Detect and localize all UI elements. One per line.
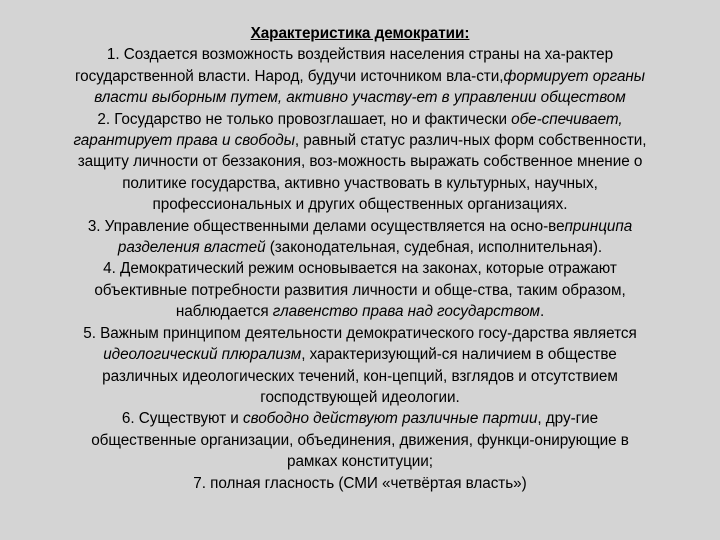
text-segment: , характеризующий-ся наличием в обществе: [301, 346, 617, 364]
text-line: [2, 344, 718, 365]
document-text: [2, 44, 718, 494]
emphasized-text: свободно действуют различные партии: [243, 410, 538, 428]
text-line: [2, 237, 718, 258]
text-segment: 5. Важным принципом деятельности демократического госу-дарства является: [83, 324, 637, 342]
text-line: [2, 408, 718, 429]
text-line: [2, 280, 718, 301]
text-line: [2, 194, 718, 215]
text-line: [2, 451, 718, 472]
text-segment: господствующей идеологии.: [260, 388, 460, 406]
emphasized-text: принципа: [564, 217, 633, 235]
text-line: [2, 366, 718, 387]
text-segment: 1. Создается возможность воздействия населения страны на ха-рактер: [106, 46, 614, 64]
text-line: [2, 301, 718, 322]
text-line: [2, 430, 718, 451]
text-segment: профессиональных и других общественных организациях.: [152, 196, 568, 214]
text-segment: наблюдается: [175, 303, 273, 321]
emphasized-text: идеологический плюрализм: [103, 346, 302, 364]
text-segment: (законодательная, судебная, исполнительная).: [265, 239, 603, 257]
text-segment: 4. Демократический режим основывается на законах, которые отражают: [103, 260, 617, 278]
text-line: [2, 151, 718, 172]
emphasized-text: власти выборным путем, активно участву-ет в управлении обществом: [94, 89, 626, 107]
text-line: [2, 109, 718, 130]
text-line: [2, 473, 718, 494]
text-line: [2, 258, 718, 279]
text-line: [2, 216, 718, 237]
document-title: Характеристика демократии:: [250, 25, 470, 42]
emphasized-text: формирует органы: [503, 67, 645, 85]
emphasized-text: гарантирует права и свободы: [73, 132, 295, 150]
text-segment: политике государства, активно участвовать в культурных, научных,: [122, 174, 598, 192]
text-line: [2, 87, 718, 108]
emphasized-text: разделения властей: [117, 239, 266, 257]
text-segment: , равный статус различ-ных форм собственности,: [294, 132, 647, 150]
text-segment: 7. полная гласность (СМИ «четвёртая власть»): [193, 474, 527, 492]
text-segment: 2. Государство не только провозглашает, но и фактически: [97, 110, 512, 128]
text-segment: рамках конституции;: [287, 453, 433, 471]
text-segment: .: [539, 303, 545, 321]
text-segment: различных идеологических течений, кон-цепций, взглядов и отсутствием: [102, 367, 618, 385]
emphasized-text: главенство права над государством: [272, 303, 540, 321]
emphasized-text: обе-спечивает,: [511, 110, 623, 128]
text-segment: общественные организации, объединения, движения, функци-онирующие в: [91, 431, 629, 449]
text-line: [2, 387, 718, 408]
document-body: [2, 23, 718, 494]
text-line: [2, 66, 718, 87]
text-segment: защиту личности от беззакония, воз-можность выражать собственное мнение о: [77, 153, 643, 171]
text-segment: 3. Управление общественными делами осуществляется на осно-ве: [87, 217, 565, 235]
text-line: [2, 130, 718, 151]
text-segment: объективные потребности развития личности и обще-ства, таким образом,: [94, 281, 626, 299]
text-line: [2, 173, 718, 194]
text-line: [2, 323, 718, 344]
text-line: [2, 44, 718, 65]
text-segment: , дру-гие: [537, 410, 599, 428]
text-segment: 6. Существуют и: [121, 410, 243, 428]
text-segment: государственной власти. Народ, будучи источником вла-сти,: [74, 67, 504, 85]
